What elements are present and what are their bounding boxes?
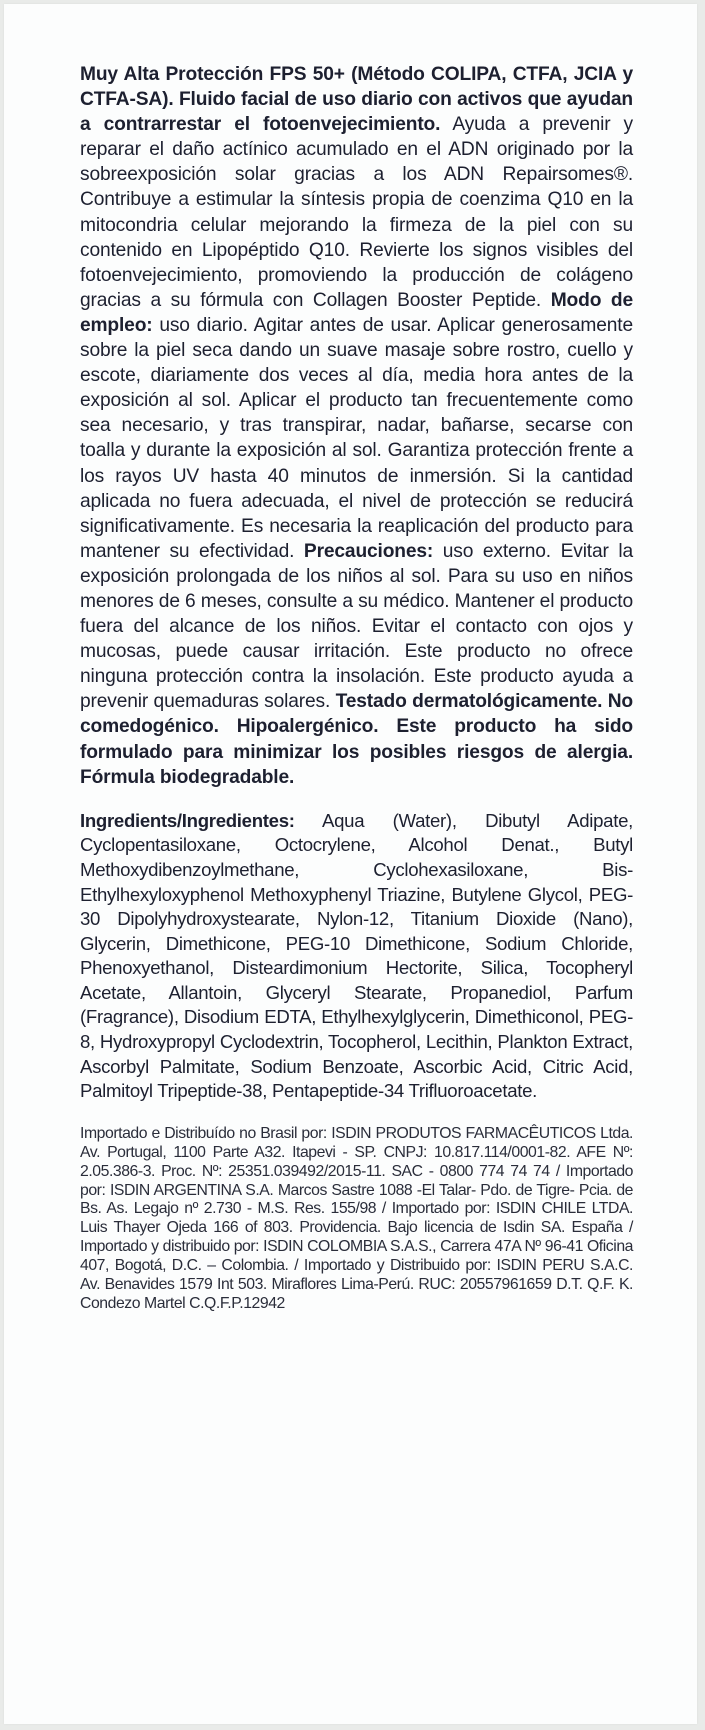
ingredients-list: Aqua (Water), Dibutyl Adipate, Cyclopentasiloxane, Octocrylene, Alcohol Denat., Butyl Methoxydibenzoylmethane, Cyclohexasiloxane, Bis-Ethylhexyloxyphenol Methoxyphenyl Triazine, Butylene Glycol, PEG-30 Dipolyhydroxystearate, Nylon-12, Titanium Dioxide (Nano), Glycerin, Dimethicone, PEG-10 Dimethicone, Sodium Chloride, Phenoxyethanol, Disteardimonium Hectorite, Silica, Tocopheryl Acetate, Allantoin, Glyceryl Stearate, Propanediol, Parfum (Fragrance), Disodium EDTA, Ethylhexylglycerin, Dimethiconol, PEG-8, Hydroxypropyl Cyclodextrin, Tocopherol, Lecithin, Plankton Extract, Ascorbyl Palmitate, Sodium Benzoate, Ascorbic Acid, Citric Acid, Palmitoyl Tripeptide-38, Pentapeptide-34 Trifluoroacetate. — [80, 809, 633, 1102]
usage-label: Modo de empleo: — [80, 289, 634, 336]
product-heading: Muy Alta Protección FPS 50+ (Método COLIPA, CTFA, JCIA y CTFA-SA). — [80, 64, 633, 111]
usage-text: uso diario. Agitar antes de usar. Aplicar generosamente sobre la piel seca dando un suave masaje sobre rostro, cuello y escote, diariamente dos veces al día, media hora antes de la exposición al sol. Aplicar el producto tan frecuentemente como sea necesario, y tras transpirar, nadar, bañarse, secarse con toalla y durante la exposición al sol. Garantiza protección frente a los rayos UV hasta 40 minutos de inmersión. Si la cantidad aplicada no fuera adecuada, el nivel de protección se reducirá significativamente. Es necesaria la reaplicación del producto para mantener su efectividad. — [80, 314, 633, 562]
product-subheading: Fluido facial de uso diario con activos que ayudan a contrarrestar el fotoenvejecimiento. — [80, 89, 633, 136]
precautions-text: uso externo. Evitar la exposición prolongada de los niños al sol. Para su uso en niños menores de 6 meses, consulte a su médico. Mantener el producto fuera del alcance de los niños. Evitar el contacto con ojos y mucosas, puede causar irritación. Este producto no ofrece ninguna protección contra la insolación. Este producto ayuda a prevenir quemaduras solares. — [80, 540, 633, 713]
ingredients-label: Ingredients/Ingredientes: — [80, 809, 295, 831]
precautions-label: Precauciones: — [303, 540, 434, 562]
label-content — [80, 62, 633, 1314]
ingredients-block — [80, 809, 633, 1104]
product-claims: Testado dermatológicamente. No comedogénico. Hipoalergénico. Este producto ha sido formulado para minimizar los posibles riesgos de alergia. Fórmula biodegradable. — [80, 691, 633, 788]
importer-text: Importado e Distribuído no Brasil por: ISDIN PRODUTOS FARMACÊUTICOS Ltda. Av. Portugal, 1100 Parte A32. Itapevi - SP. CNPJ: 10.817.114/0001-82. AFE Nº: 2.05.386-3. Proc. Nº: 25351.039492/2015-11. SAC - 0800 774 74 74 / Importado por: ISDIN ARGENTINA S.A. Marcos Sastre 1088 -El Talar- Pdo. de Tigre- Pcia. de Bs. As. Legajo nº 2.730 - M.S. Res. 155/98 / Importado por: ISDIN CHILE LTDA. Luis Thayer Ojeda 166 of 803. Providencia. Bajo licencia de Isdin SA. España / Importado y distribuido por: ISDIN COLOMBIA S.A.S., Carrera 47A Nº 96-41 Oficina 407, Bogotá, D.C. – Colombia. / Importado y Distribuido por: ISDIN PERU S.A.C. Av. Benavides 1579 Int 503. Miraflores Lima-Perú. RUC: 20557961659 D.T. Q.F. K. Condezo Martel C.Q.F.P.12942 — [80, 1124, 633, 1312]
importer-block — [80, 1125, 633, 1314]
product-description: Ayuda a prevenir y reparar el daño actínico acumulado en el ADN originado por la sobreexposición solar gracias a los ADN Repairsomes®. Contribuye a estimular la síntesis propia de coenzima Q10 en la mitocondria celular mejorando la firmeza de la piel con su contenido en Lipopéptido Q10. Revierte los signos visibles del fotoenvejecimiento, promoviendo la producción de colágeno gracias a su fórmula con Collagen Booster Peptide. — [80, 114, 633, 311]
product-description-block — [80, 62, 633, 790]
label-panel — [4, 4, 697, 1724]
